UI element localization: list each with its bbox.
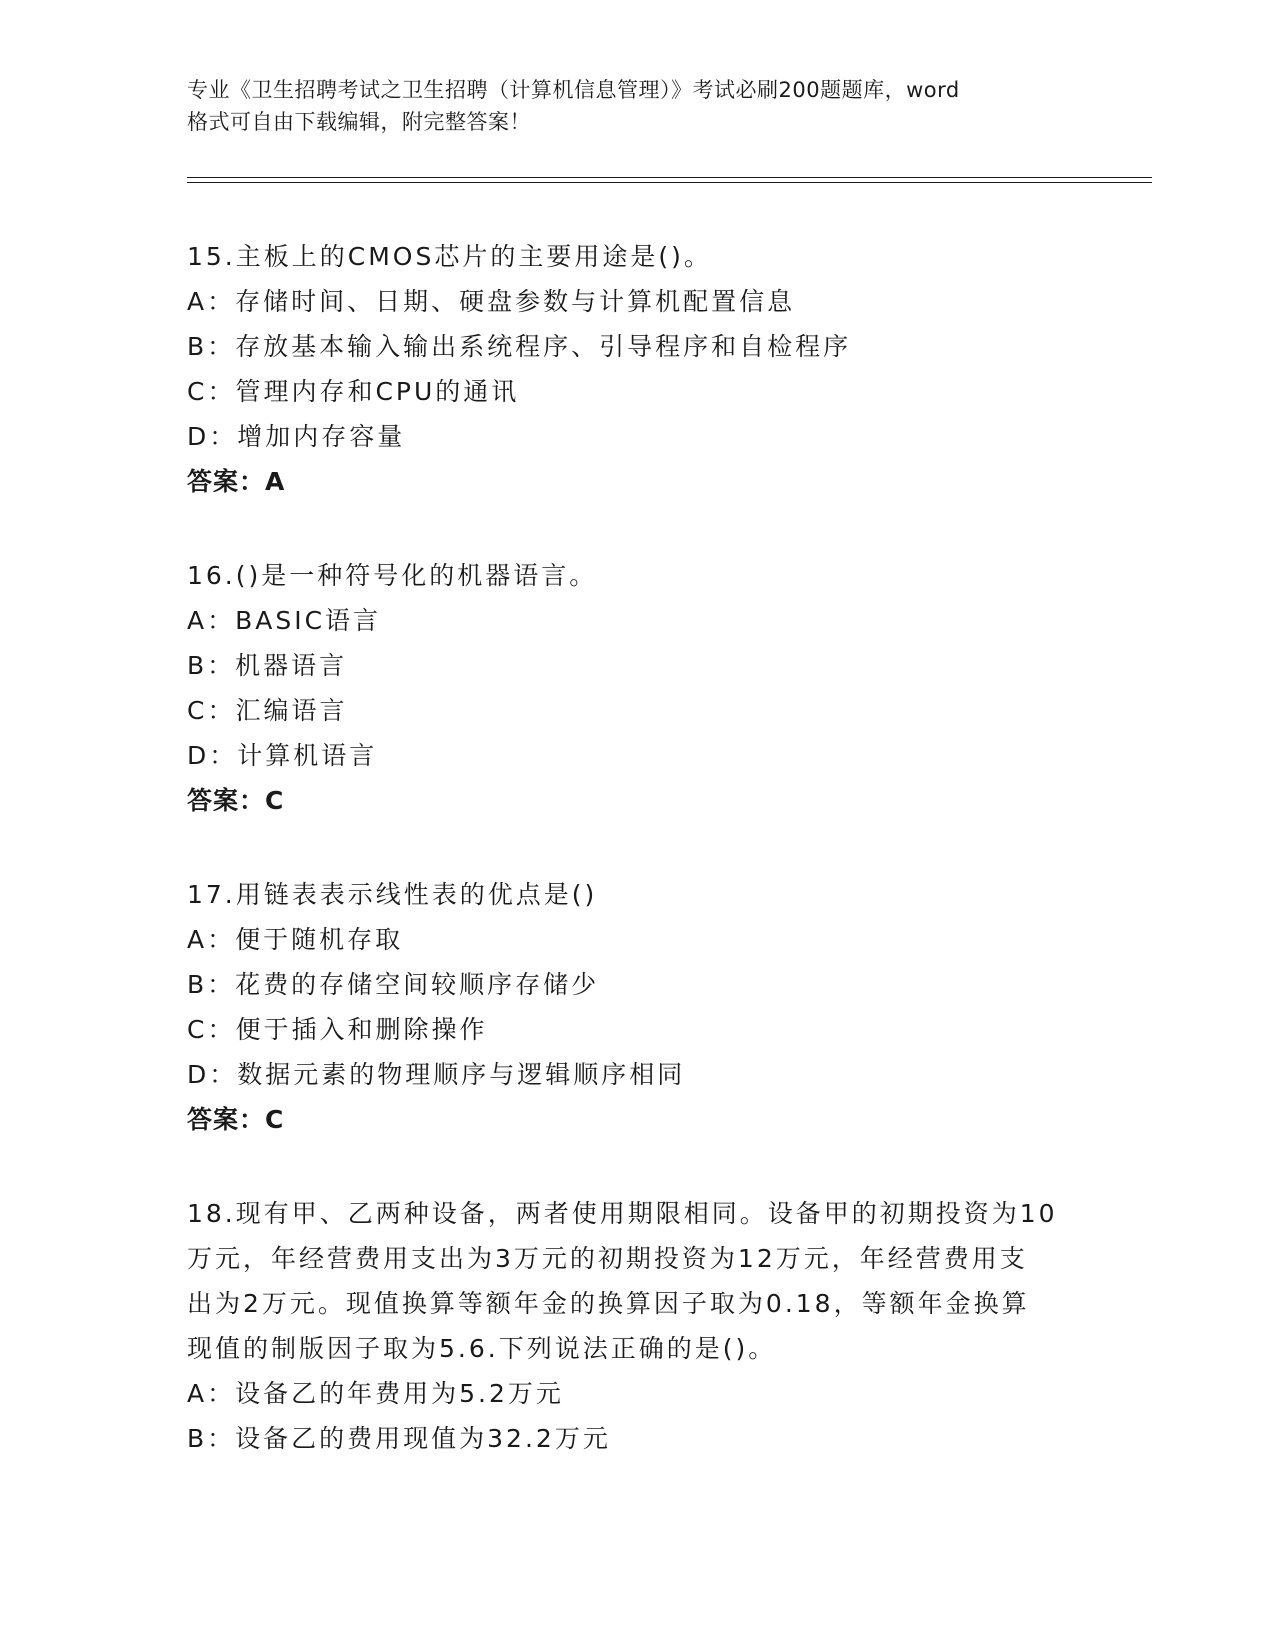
option-d: D：计算机语言	[187, 741, 378, 770]
option-b: B：设备乙的费用现值为32.2万元	[187, 1424, 611, 1453]
header-line-2: 格式可自由下载编辑，附完整答案！	[187, 110, 531, 134]
question-17	[187, 872, 1087, 1142]
question-stem: 17.用链表表示线性表的优点是()	[187, 880, 598, 909]
option-d: D：增加内存容量	[187, 422, 406, 451]
option-c: C：汇编语言	[187, 696, 348, 725]
question-stem: 15.主板上的CMOS芯片的主要用途是()。	[187, 242, 712, 271]
question-stem-line: 现值的制版因子取为5.6.下列说法正确的是()。	[187, 1334, 777, 1363]
question-18	[187, 1191, 1087, 1461]
question-stem-line: 18.现有甲、乙两种设备，两者使用期限相同。设备甲的初期投资为10	[187, 1199, 1058, 1228]
question-stem-line: 万元，年经营费用支出为3万元的初期投资为12万元，年经营费用支	[187, 1244, 1028, 1273]
header-line-1: 专业《卫生招聘考试之卫生招聘（计算机信息管理）》考试必刷200题题库，word	[187, 78, 960, 102]
option-a: A：设备乙的年费用为5.2万元	[187, 1379, 564, 1408]
option-a: A：便于随机存取	[187, 925, 404, 954]
answer: 答案：C	[187, 1105, 285, 1134]
document-header	[187, 74, 1087, 138]
option-d: D：数据元素的物理顺序与逻辑顺序相同	[187, 1060, 686, 1089]
question-stem-line: 出为2万元。现值换算等额年金的换算因子取为0.18，等额年金换算	[187, 1289, 1030, 1318]
option-c: C：便于插入和删除操作	[187, 1015, 488, 1044]
answer: 答案：A	[187, 467, 286, 496]
header-divider-bottom	[187, 182, 1152, 183]
option-a: A：BASIC语言	[187, 606, 382, 635]
header-divider-top	[187, 177, 1152, 178]
question-15	[187, 234, 1087, 504]
option-b: B：花费的存储空间较顺序存储少	[187, 970, 600, 999]
question-16	[187, 553, 1087, 823]
option-b: B：存放基本输入输出系统程序、引导程序和自检程序	[187, 332, 852, 361]
option-a: A：存储时间、日期、硬盘参数与计算机配置信息	[187, 287, 796, 316]
option-c: C：管理内存和CPU的通讯	[187, 377, 520, 406]
question-stem: 16.()是一种符号化的机器语言。	[187, 561, 598, 590]
option-b: B：机器语言	[187, 651, 348, 680]
answer: 答案：C	[187, 786, 285, 815]
